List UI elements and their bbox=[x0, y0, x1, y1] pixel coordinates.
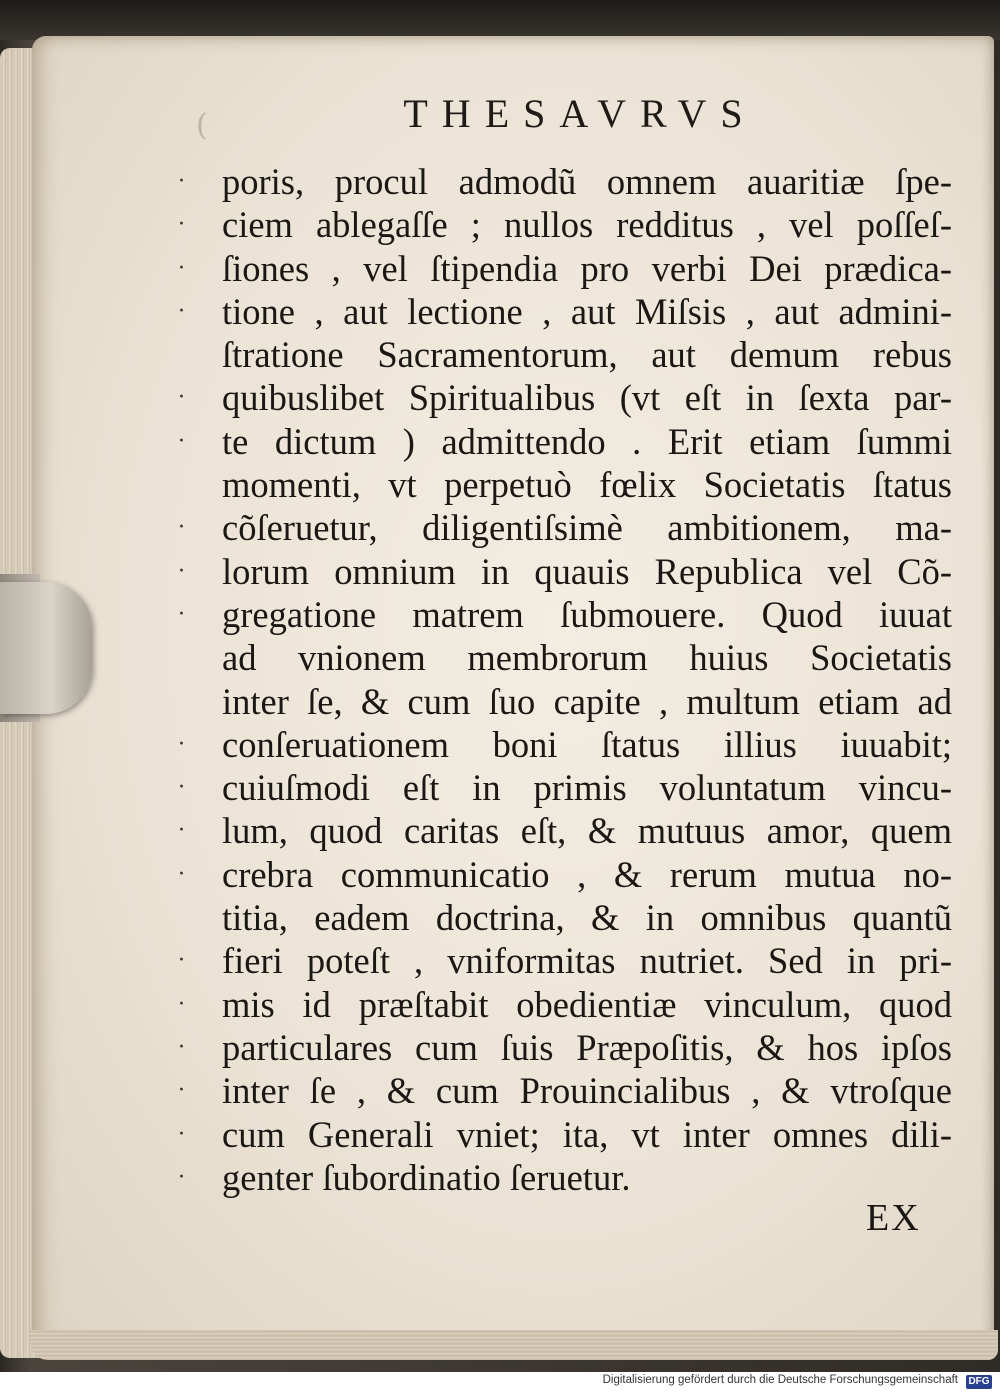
margin-marks: · · · · · · · · · · · · · · · · · · · bbox=[178, 169, 185, 1190]
book-clasp bbox=[0, 582, 92, 714]
text-line: quibuslibet Spiritualibus (vt eſt in ſexta par- bbox=[222, 377, 952, 419]
text-line: lorum omnium in quauis Republica vel Cõ- bbox=[222, 550, 952, 592]
text-line: lum, quod caritas eſt, & mutuus amor, quem bbox=[222, 810, 952, 852]
show-through-mark: ( bbox=[196, 108, 208, 143]
text-line: cuiuſmodi eſt in primis voluntatum vincu- bbox=[222, 767, 952, 809]
text-line: cum Generali vniet; ita, vt inter omnes dili- bbox=[222, 1113, 952, 1155]
body-text bbox=[222, 160, 952, 1199]
text-line: gregatione matrem ſubmouere. Quod iuuat bbox=[222, 593, 952, 635]
text-line: ſiones , vel ſtipendia pro verbi Dei prædica- bbox=[222, 247, 952, 289]
text-line: poris, procul admodũ omnem auaritiæ ſpe- bbox=[222, 161, 952, 202]
text-line: momenti, vt perpetuò fœlix Societatis ſtatus bbox=[222, 464, 952, 506]
running-head: THESAVRVS bbox=[403, 91, 757, 136]
dfg-logo: DFG bbox=[966, 1375, 992, 1389]
text-line: titia, eadem doctrina, & in omnibus quantũ bbox=[222, 897, 952, 939]
text-line: te dictum ) admittendo . Erit etiam ſummi bbox=[222, 420, 952, 462]
text-line: ſtratione Sacramentorum, aut demum rebus bbox=[222, 334, 952, 376]
text-line: ad vnionem membrorum huius Societatis bbox=[222, 637, 952, 679]
text-line: ciem ablegaſſe ; nullos redditus , vel poſſeſ- bbox=[222, 204, 952, 246]
text-line: fieri poteſt , vniformitas nutriet. Sed in pri- bbox=[222, 940, 952, 982]
catchword: EX bbox=[866, 1197, 921, 1239]
text-line: inter ſe, & cum ſuo capite , multum etiam ad bbox=[222, 680, 952, 722]
text-line: particulares cum ſuis Præpoſitis, & hos ipſos bbox=[222, 1026, 952, 1068]
text-line: cõſeruetur, diligentiſsimè ambitionem, ma- bbox=[222, 507, 952, 549]
footer-credit-text: Digitalisierung gefördert durch die Deutsche Forschungsgemeinschaft bbox=[602, 1374, 958, 1386]
text-line: conſeruationem boni ſtatus illius iuuabit; bbox=[222, 723, 952, 765]
text-line: genter ſubordinatio ſeruetur. bbox=[222, 1156, 631, 1198]
text-line: mis id præſtabit obedientiæ vinculum, quod bbox=[222, 983, 952, 1025]
text-line: crebra communicatio , & rerum mutua no- bbox=[222, 853, 952, 895]
top-shadow bbox=[0, 0, 1000, 40]
text-line: inter ſe , & cum Prouincialibus , & vtroſque bbox=[222, 1070, 952, 1112]
text-line: tione , aut lectione , aut Miſsis , aut admini- bbox=[222, 290, 952, 332]
book-bottom-edge bbox=[30, 1330, 998, 1360]
